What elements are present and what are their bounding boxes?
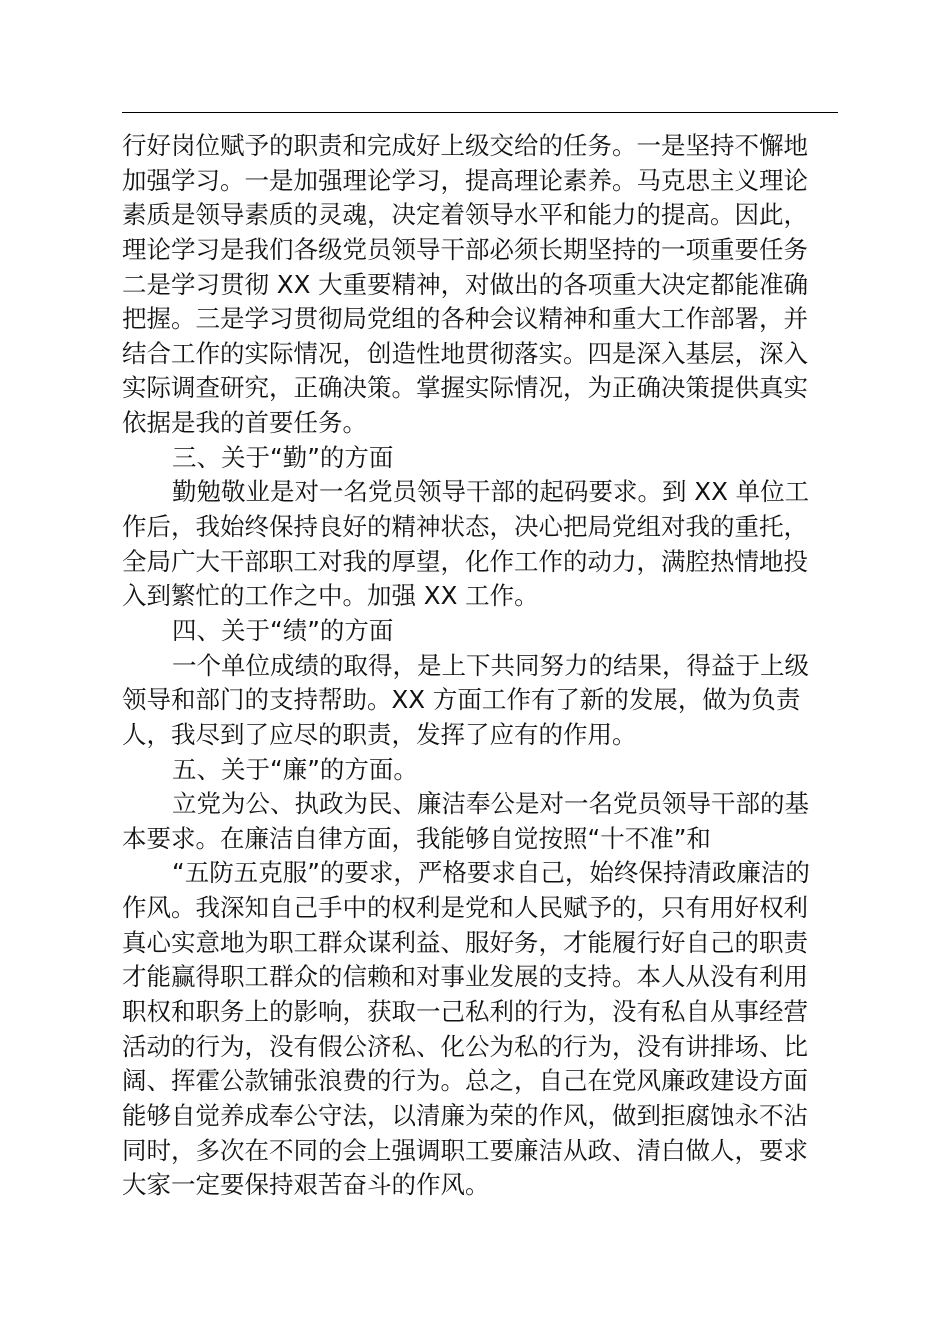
- text-line: 人，我尽到了应尽的职责，发挥了应有的作用。: [122, 719, 637, 749]
- text-line: 素质是领导素质的灵魂，决定着领导水平和能力的提高。因此，: [122, 200, 808, 230]
- text-line: 入到繁忙的工作之中。加强 XX 工作。: [122, 581, 539, 611]
- text-line: 加强学习。一是加强理论学习，提高理论素养。马克思主义理论: [122, 165, 808, 195]
- text-line: “五防五克服”的要求，严格要求自己，始终保持清政廉洁的: [172, 858, 810, 888]
- text-line: 理论学习是我们各级党员领导干部必须长期坚持的一项重要任务: [122, 234, 808, 264]
- text-line: 结合工作的实际情况，创造性地贯彻落实。四是深入基层，深入: [122, 338, 808, 368]
- text-line: 能够自觉养成奉公守法，以清廉为荣的作风，做到拒腐蚀永不沾: [122, 1100, 808, 1130]
- text-line: 活动的行为，没有假公济私、化公为私的行为，没有讲排场、比: [122, 1031, 808, 1061]
- document-body: [122, 129, 838, 1203]
- text-line: 作风。我深知自己手中的权利是党和人民赋予的，只有用好权利: [122, 893, 808, 923]
- text-line: 五、关于“廉”的方面。: [172, 754, 418, 784]
- text-line: 领导和部门的支持帮助。XX 方面工作有了新的发展，做为负责: [122, 685, 801, 715]
- text-line: 一个单位成绩的取得，是上下共同努力的结果，得益于上级: [172, 650, 809, 680]
- text-line: 四、关于“绩”的方面: [172, 615, 394, 645]
- text-line: 职权和职务上的影响，获取一己私利的行为，没有私自从事经营: [122, 997, 808, 1027]
- text-line: 把握。三是学习贯彻局党组的各种会议精神和重大工作部署，并: [122, 304, 808, 334]
- text-line: 大家一定要保持艰苦奋斗的作风。: [122, 1170, 490, 1200]
- text-line: 二是学习贯彻 XX 大重要精神，对做出的各项重大决定都能准确: [122, 269, 809, 299]
- text-line: 阔、挥霍公款铺张浪费的行为。总之，自己在党风廉政建设方面: [122, 1066, 808, 1096]
- text-line: 行好岗位赋予的职责和完成好上级交给的任务。一是坚持不懈地: [122, 131, 808, 160]
- text-line: 立党为公、执政为民、廉洁奉公是对一名党员领导干部的基: [172, 789, 809, 819]
- text-line: 真心实意地为职工群众谋利益、服好务，才能履行好自己的职责: [122, 927, 808, 957]
- text-line: 依据是我的首要任务。: [122, 408, 367, 438]
- text-line: 才能赢得职工群众的信赖和对事业发展的支持。本人从没有利用: [122, 962, 808, 992]
- text-line: 本要求。在廉洁自律方面，我能够自觉按照“十不准”和: [122, 823, 711, 853]
- text-line: 同时，多次在不同的会上强调职工要廉洁从政、清白做人，要求: [122, 1135, 808, 1165]
- text-line: 实际调查研究，正确决策。掌握实际情况，为正确决策提供真实: [122, 373, 808, 403]
- header-rule: [122, 112, 838, 113]
- text-line: 勤勉敬业是对一名党员领导干部的起码要求。到 XX 单位工: [172, 477, 810, 507]
- text-line: 全局广大干部职工对我的厚望，化作工作的动力，满腔热情地投: [122, 546, 808, 576]
- text-line: 三、关于“勤”的方面: [172, 442, 394, 472]
- text-line: 作后，我始终保持良好的精神状态，决心把局党组对我的重托，: [122, 512, 808, 542]
